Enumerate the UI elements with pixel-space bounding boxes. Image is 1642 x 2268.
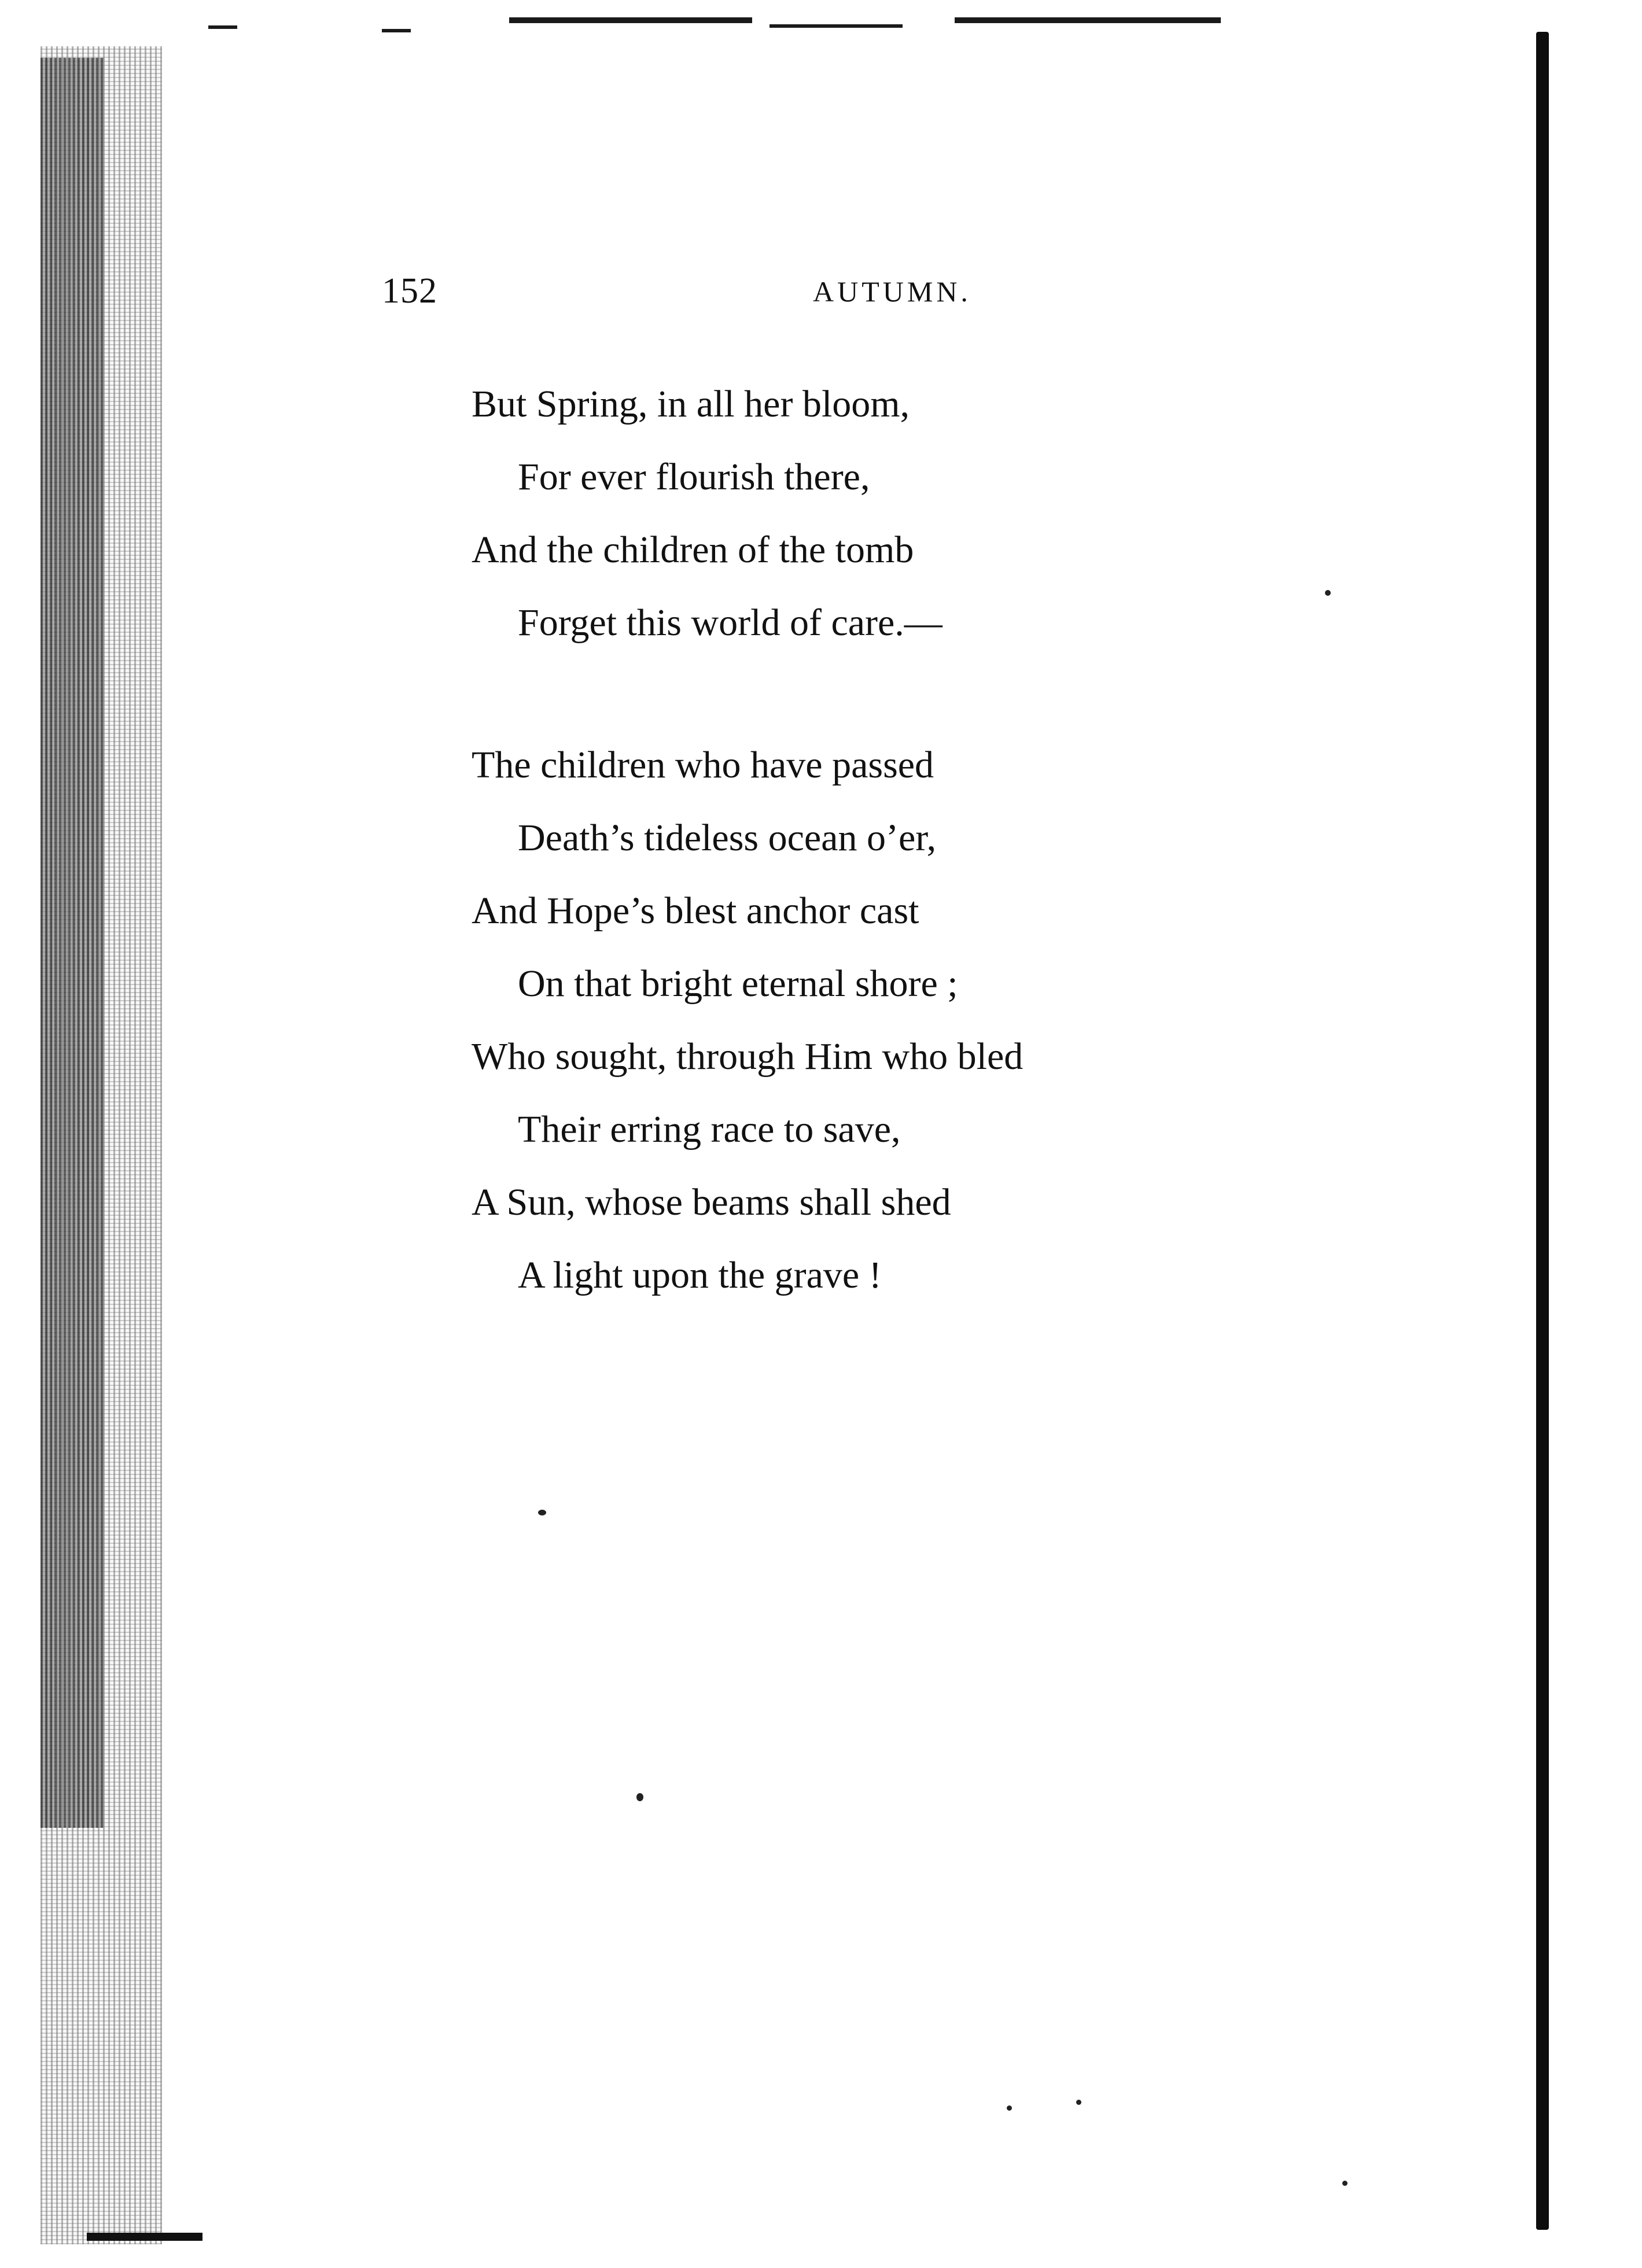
poem-line: The children who have passed	[472, 744, 934, 786]
poem-line: A Sun, whose beams shall shed	[472, 1181, 951, 1223]
top-edge-mark	[509, 17, 752, 23]
poem-line: On that bright eternal shore ;	[518, 962, 958, 1005]
binding-gutter-edge	[41, 58, 104, 1828]
stanza	[472, 368, 1224, 659]
poem	[472, 368, 1224, 1312]
poem-line: Death’s tideless ocean o’er,	[518, 817, 937, 859]
top-edge-mark	[382, 29, 411, 32]
poem-line: Forget this world of care.—	[518, 602, 943, 644]
ink-speck	[1007, 2105, 1012, 2111]
page-edge-shadow	[1536, 32, 1549, 2230]
running-head	[382, 271, 1018, 317]
poem-line: For ever flourish there,	[518, 456, 870, 498]
page-corner-mark	[87, 2233, 203, 2241]
top-edge-mark	[770, 24, 903, 28]
poem-line: But Spring, in all her bloom,	[472, 383, 910, 425]
stanza	[472, 729, 1224, 1312]
top-edge-mark	[208, 25, 237, 29]
ink-speck	[1342, 2181, 1348, 2186]
poem-line: And Hope’s blest anchor cast	[472, 890, 919, 932]
poem-line: Their erring race to save,	[518, 1108, 901, 1150]
ink-speck	[538, 1510, 546, 1515]
ink-speck	[636, 1793, 643, 1801]
page-number: 152	[382, 271, 437, 311]
poem-line: A light upon the grave !	[518, 1254, 882, 1296]
top-edge-mark	[955, 17, 1221, 23]
poem-line: Who sought, through Him who bled	[472, 1035, 1024, 1078]
running-title: AUTUMN.	[813, 275, 971, 308]
ink-speck	[1325, 590, 1331, 596]
poem-line: And the children of the tomb	[472, 529, 914, 571]
ink-speck	[1076, 2100, 1081, 2105]
